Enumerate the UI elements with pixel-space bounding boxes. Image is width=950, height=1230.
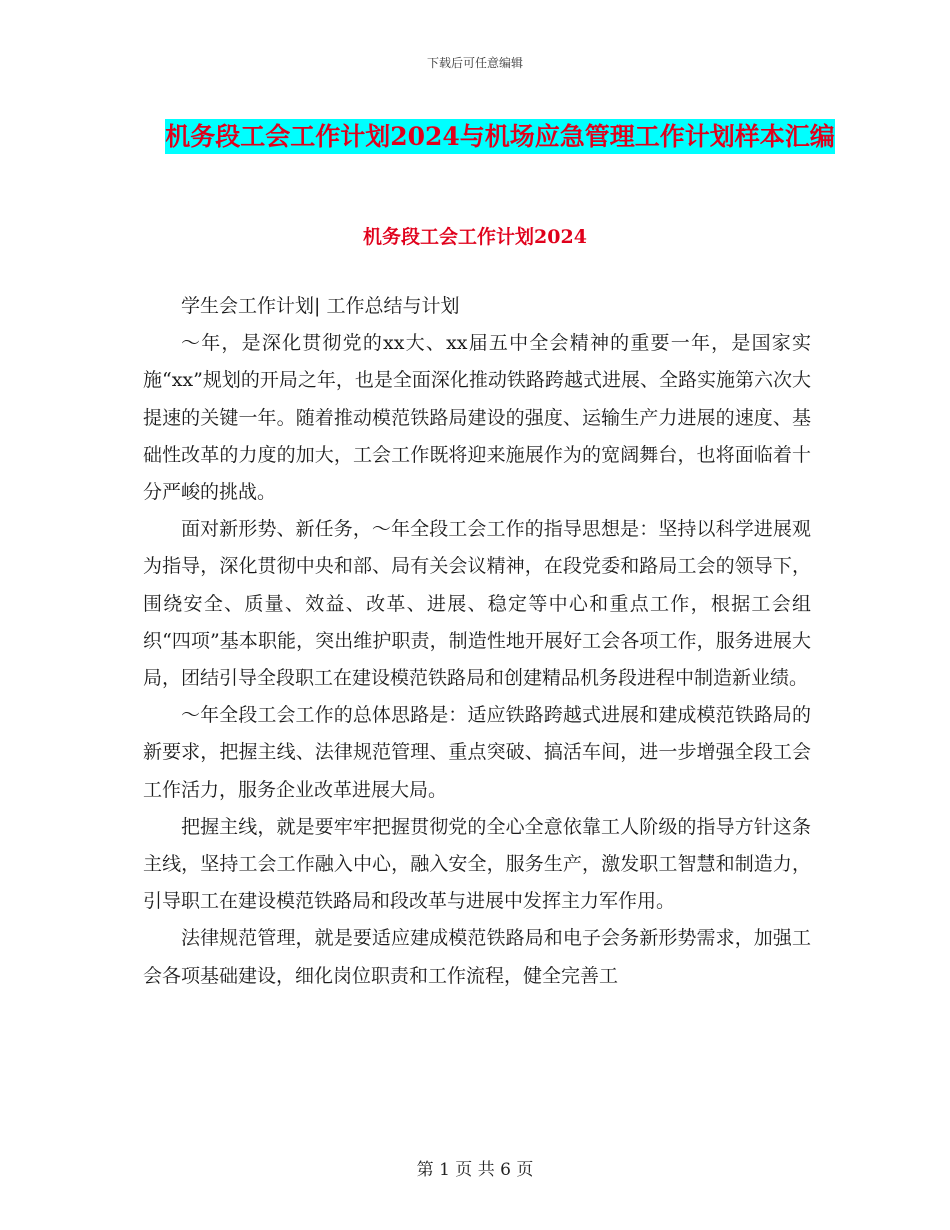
paragraph: 学生会工作计划| 工作总结与计划 xyxy=(181,295,460,317)
section-title: 机务段工会工作计划2024 xyxy=(363,226,587,248)
paragraph: 面对新形势、新任务，～年全段工会工作的指导思想是：坚持以科学进展观为指导，深化贯彻中央和部、局有关会议精神，在段党委和路局工会的领导下，围绕安全、质量、效益、改革、进展、稳定等中心和重点工作，根据工会组织“四项”基本职能，突出维护职责，制造性地开展好工会各项工作，服务进展大局，团结引导全段职工在建设模范铁路局和创建精品机务段进程中制造新业绩。 xyxy=(143,518,811,690)
paragraph: ～年全段工会工作的总体思路是：适应铁路跨越式进展和建成模范铁路局的新要求，把握主线、法律规范管理、重点突破、搞活车间，进一步增强全段工会工作活力，服务企业改革进展大局。 xyxy=(143,704,811,801)
paragraph: 法律规范管理，就是要适应建成模范铁路局和电子会务新形势需求，加强工会各项基础建设，细化岗位职责和工作流程，健全完善工 xyxy=(143,927,811,987)
paragraph: ～年，是深化贯彻党的xx大、xx届五中全会精神的重要一年，是国家实施“xx”规划的开局之年，也是全面深化推动铁路跨越式进展、全路实施第六次大提速的关键一年。随着推动模范铁路局建设的强度、运输生产力进展的速度、基础性改革的力度的加大，工会工作既将迎来施展作为的宽阔舞台，也将面临着十分严峻的挑战。 xyxy=(143,332,811,504)
header-note: 下载后可任意编辑 xyxy=(426,56,523,70)
page-indicator: 第 1 页 共 6 页 xyxy=(416,1160,534,1180)
paragraph: 把握主线，就是要牢牢把握贯彻党的全心全意依靠工人阶级的指导方针这条主线，坚持工会工作融入中心，融入安全，服务生产，激发职工智慧和制造力，引导职工在建设模范铁路局和段改革与进展中发挥主力军作用。 xyxy=(143,815,811,913)
document-title xyxy=(140,110,860,163)
document-body xyxy=(143,288,811,995)
document-title-text: 机务段工会工作计划2024与机场应急管理工作计划样本汇编 xyxy=(165,119,835,154)
